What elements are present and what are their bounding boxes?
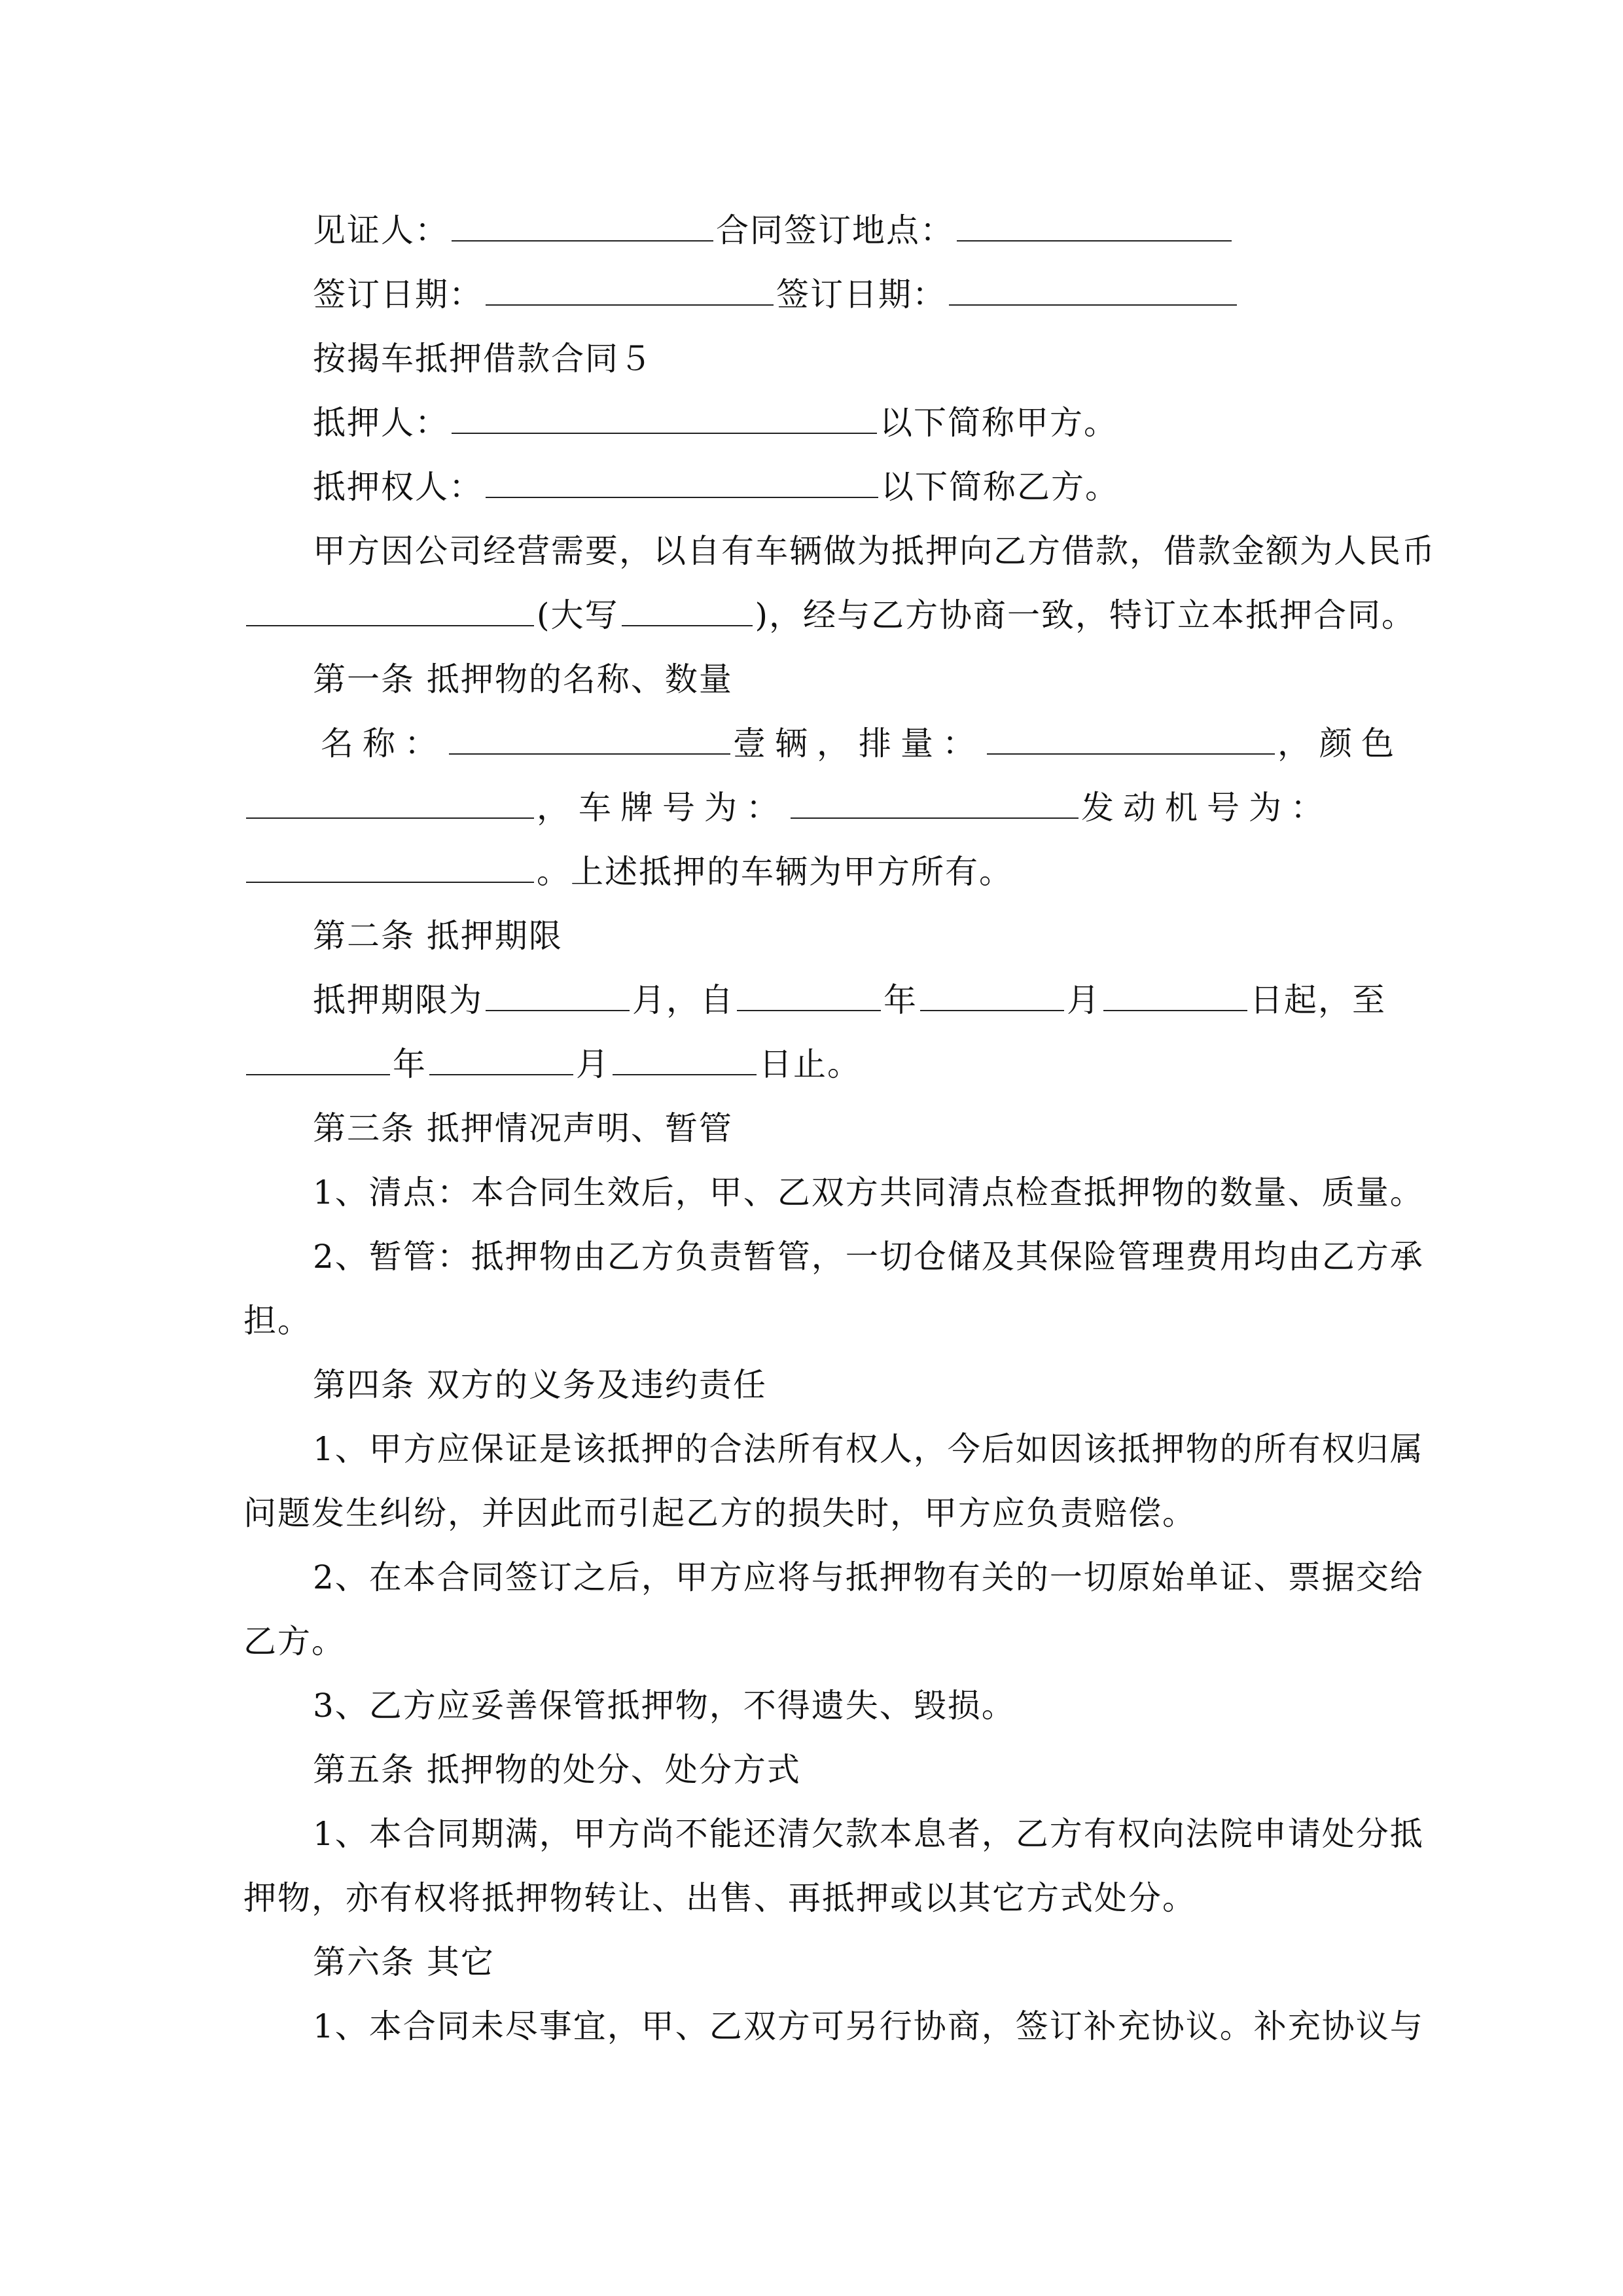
art2-heading: 第二条 抵押期限 [313,917,563,955]
sign-place-blank[interactable] [957,211,1232,242]
art4-item2-line2: 乙方。 [243,1623,346,1660]
mortgagee-blank[interactable] [486,468,878,498]
art4-heading: 第四条 双方的义务及违约责任 [313,1366,767,1404]
contract-title: 按揭车抵押借款合同５ [313,340,653,378]
owned-text: 。上述抵押的车辆为甲方所有。 [537,853,1013,891]
name-label: 名称： [321,725,446,762]
mortgagee-line [313,467,1119,507]
end-month-blank[interactable] [429,1045,573,1075]
intro-close: )，经与乙方协商一致，特订立本抵押合同。 [755,596,1416,634]
capital-blank[interactable] [622,596,753,626]
art4-item2-line1: 2、在本合同签订之后，甲方应将与抵押物有关的一切原始单证、票据交给 [313,1558,1424,1596]
start-month-unit: 月 [1067,981,1101,1019]
sign-date-blank-2[interactable] [949,276,1237,306]
art1-plate-line [243,788,1332,827]
witness-blank[interactable] [452,211,713,242]
sign-date-line [313,275,1240,314]
sign-place-label: 合同签订地点： [716,211,954,249]
period-month-unit: 月 [632,981,666,1019]
sign-date-blank-1[interactable] [486,276,774,306]
mortgagor-suffix: 以下简称甲方。 [880,404,1118,442]
art3-heading: 第三条 抵押情况声明、暂管 [313,1109,733,1147]
art5-heading: 第五条 抵押物的处分、处分方式 [313,1751,801,1789]
vehicle-name-blank[interactable] [449,725,730,755]
end-day-blank[interactable] [613,1045,757,1075]
sign-date-label-2: 签订日期： [776,276,946,314]
witness-label: 见证人： [313,211,449,249]
art4-item3: 3、乙方应妥善保管抵押物，不得遗失、毁损。 [313,1687,1016,1725]
period-label: 抵押期限为 [313,981,483,1019]
capital-label: (大写 [537,596,619,634]
witness-line [313,211,1234,250]
end-month-unit: 月 [576,1045,610,1083]
plate-blank[interactable] [791,789,1079,819]
end-year-unit: 年 [393,1045,427,1083]
art5-item1-line1: 1、本合同期满，甲方尚不能还清欠款本息者，乙方有权向法院申请处分抵 [313,1815,1424,1853]
art3-item2-line1: 2、暂管：抵押物由乙方负责暂管，一切仓储及其保险管理费用均由乙方承 [313,1238,1424,1276]
mortgagor-blank[interactable] [452,404,877,434]
art3-item1: 1、清点：本合同生效后，甲、乙双方共同清点检查抵押物的数量、质量。 [313,1174,1424,1211]
mortgagee-suffix: 以下简称乙方。 [881,468,1119,506]
period-from: ，自 [666,981,734,1019]
color-blank[interactable] [246,789,534,819]
engine-label: 发动机号为： [1081,789,1332,827]
intro-line-1: 甲方因公司经营需要，以自有车辆做为抵押向乙方借款，借款金额为人民币 [313,532,1436,570]
day-start-label: 日起，至 [1250,981,1386,1019]
start-year-unit: 年 [883,981,918,1019]
art3-item2-line2: 担。 [243,1302,312,1340]
art1-heading: 第一条 抵押物的名称、数量 [313,660,733,698]
period-months-blank[interactable] [486,981,630,1011]
art4-item1-line1: 1、甲方应保证是该抵押的合法所有权人，今后如因该抵押物的所有权归属 [313,1430,1424,1468]
amount-blank[interactable] [246,596,534,626]
art2-period-line [313,980,1386,1020]
start-year-blank[interactable] [737,981,881,1011]
engine-blank[interactable] [246,853,534,883]
intro-line-2 [243,596,1416,635]
art6-heading: 第六条 其它 [313,1943,495,1981]
day-end-label: 日止。 [759,1045,861,1083]
art4-item1-line2: 问题发生纠纷，并因此而引起乙方的损失时，甲方应负责赔偿。 [243,1494,1196,1532]
one-unit-label: 壹辆，排量： [733,725,984,762]
color-label: ，颜色 [1277,725,1403,762]
start-month-blank[interactable] [920,981,1064,1011]
start-day-blank[interactable] [1103,981,1247,1011]
mortgagee-label: 抵押权人： [313,468,483,506]
mortgagor-line [313,403,1118,442]
art1-name-line [321,724,1403,763]
plate-label: ，车牌号为： [537,789,788,827]
displacement-blank[interactable] [987,725,1275,755]
sign-date-label-1: 签订日期： [313,276,483,314]
end-year-blank[interactable] [246,1045,390,1075]
art1-engine-line [243,852,1013,891]
art5-item1-line2: 押物，亦有权将抵押物转让、出售、再抵押或以其它方式处分。 [243,1879,1196,1917]
art2-end-line [243,1045,861,1084]
mortgagor-label: 抵押人： [313,404,449,442]
art6-item1-line1: 1、本合同未尽事宜，甲、乙双方可另行协商，签订补充协议。补充协议与 [313,2007,1424,2045]
